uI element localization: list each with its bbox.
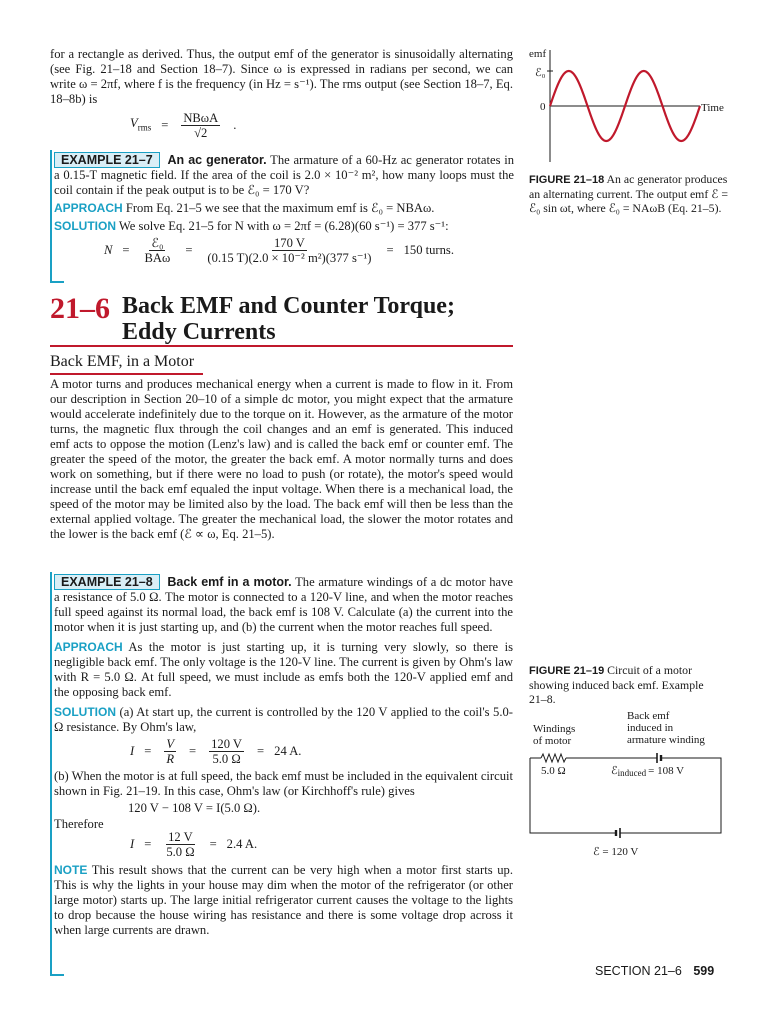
approach-label: APPROACH (54, 640, 123, 654)
solution-text: We solve Eq. 21–5 for N with ω = 2πf = (6.28)(60 s⁻¹) = 377 s⁻¹: (118, 219, 449, 233)
eqc-lhs: I (130, 837, 135, 851)
eq-frac2-den: (0.15 T)(2.0 × 10⁻² m²)(377 s⁻¹) (207, 251, 372, 265)
eqa-frac2-num: 120 V (211, 737, 243, 751)
vrms-denominator: √2 (194, 126, 208, 140)
solution-a-text: (a) At start up, the current is controlled by the 120 V applied to the coil's 5.0-Ω resistance. By Ohm's law, (54, 705, 513, 734)
equation-c: I = $\frac{12 V}{5.0 \Omega}$ = 2.4 A. (130, 830, 258, 859)
figure-21-19-circuit (525, 705, 725, 860)
therefore-text: Therefore (54, 817, 104, 831)
graph-x-axis-label: Time (701, 102, 724, 114)
eqa-frac2-den: 5.0 Ω (212, 752, 241, 766)
example-21-7-bar (50, 150, 52, 282)
example-21-7-title: An ac generator. (167, 153, 267, 167)
eq-frac2-num: 170 V (274, 236, 305, 250)
figure-21-18-caption-text: An ac generator produces an alternating current. The output emf ℰ = ℰ₀ sin ωt, where ℰ₀ = NAωB (Eq. 21–5). (529, 172, 728, 215)
approach-label: APPROACH (54, 201, 123, 215)
graph-y-tick-top: ℰ₀ (535, 67, 546, 79)
eq-frac1-den: BAω (144, 251, 171, 265)
example-21-7-solution (54, 219, 514, 234)
example-21-8-body: The armature windings of a dc motor have a resistance of 5.0 Ω. The motor is connected to a 120-V line, and when the motor reaches full speed against its normal load, the back emf is 108 V. Calculate (a) the current into the motor when it is just starting up, and (b) the current when the motor reaches full speed. (54, 575, 513, 634)
solution-label: SOLUTION (54, 705, 116, 719)
example-21-7-tag: EXAMPLE 21–7 (54, 152, 160, 168)
windings-label-1: Windings (533, 723, 576, 735)
example-21-8 (54, 574, 513, 938)
induced-value: = 108 V (648, 765, 685, 777)
figure-21-19-caption (529, 663, 724, 706)
eqa-frac1-den: R (166, 752, 175, 766)
eq-result: 150 turns. (403, 243, 454, 257)
subheading: Back EMF, in a Motor (50, 353, 195, 370)
vrms-sub: rms (137, 122, 152, 133)
eq-frac1-num: ℰ₀ (151, 236, 164, 250)
vrms-equation: $V_{rms}$ = $\frac{\text{NBωA}}{√2}$ . (130, 111, 237, 140)
section-title-line1: Back EMF and Counter Torque; (122, 293, 455, 319)
example-21-8-approach (54, 640, 513, 700)
approach-text: As the motor is just starting up, it is turning very slowly, so there is negligible back emf. The only voltage is the 120-V line. The current is given by Ohm's law with R = 5.0 Ω. At full speed, we must include as emfs both the 120-V applied emf and the opposing back emf. (54, 640, 513, 699)
section-heading (50, 293, 513, 345)
example-21-8-solution-b: (b) When the motor is at full speed, the back emf must be included in the equivalent circuit shown in Fig. 21–19. In this case, Ohm's law (or Kirchhoff's rule) gives (54, 769, 513, 798)
section-rule (50, 345, 513, 347)
example-21-8-note (54, 863, 513, 938)
example-21-7-approach (54, 201, 514, 216)
vrms-numerator: NBωA (183, 111, 219, 125)
eqc-num: 12 V (168, 830, 193, 844)
figure-21-18-graph (525, 40, 745, 165)
eqc-den: 5.0 Ω (166, 845, 195, 859)
intro-paragraph: for a rectangle as derived. Thus, the output emf of the generator is sinusoidally alternating (see Fig. 21–18 and Section 18–7). Since ω is expressed in radians per second, we can write ω = 2πf, where f is the frequency (in Hz = s⁻¹). The rms output (see Section 18–7, Eq. 18–8b) is (50, 47, 513, 106)
equation-b: 120 V − 108 V = I(5.0 Ω). (128, 801, 261, 815)
footer (595, 964, 714, 979)
eqc-result: 2.4 A. (226, 837, 258, 851)
induced-symbol: ℰ (611, 765, 618, 777)
example-21-7-statement (54, 152, 514, 198)
eqa-frac1-num: V (166, 737, 175, 751)
induced-emf-label (611, 765, 684, 778)
source-emf-label: ℰ = 120 V (593, 846, 639, 858)
induced-sub: induced (617, 768, 647, 778)
figure-21-19-caption-text: Circuit of a motor showing induced back emf. Example 21–8. (529, 663, 704, 706)
back-emf-label-2: induced in (627, 722, 674, 734)
example-21-7-equation: N = $\frac{\text{ℰ₀}}{\text{BAω}}$ = $\frac{170 V}{\text{(0.15 T)(2.0 × 10⁻² m²)(377 s⁻¹)}}$ = 150 turns. (104, 236, 454, 265)
footer-section-label: SECTION 21–6 (595, 964, 682, 978)
note-text: This result shows that the current can be very high when a motor first starts up. This is why the lights in your house may dim when the motor of the refrigerator (or other large motor) starts up. The large initial refrigerator current causes the voltage to the lights to drop because the house wiring has resistance and there is some voltage drop across it when large currents are drawn. (54, 863, 513, 937)
example-21-8-tag: EXAMPLE 21–8 (54, 574, 160, 590)
example-21-7-bar-foot (50, 281, 64, 283)
example-21-8-statement (54, 574, 513, 635)
example-21-8-solution-a (54, 705, 513, 735)
eqa-lhs: I (130, 744, 135, 758)
back-emf-label-1: Back emf (627, 710, 670, 722)
windings-label-2: of motor (533, 735, 572, 747)
figure-21-18-label: FIGURE 21–18 (529, 174, 605, 186)
page-number: 599 (693, 964, 715, 978)
eq-lhs: N (104, 243, 113, 257)
graph-y-tick-zero: 0 (540, 101, 546, 113)
graph-y-axis-label: emf (529, 48, 547, 60)
section-number: 21–6 (50, 292, 110, 325)
example-21-7 (54, 152, 514, 265)
example-21-8-bar (50, 572, 52, 975)
back-emf-label-3: armature winding (627, 734, 705, 746)
eqa-result: 24 A. (274, 744, 302, 758)
section-title-line2: Eddy Currents (122, 319, 276, 345)
vrms-lhs: V (130, 115, 138, 130)
subheading-underline (50, 373, 203, 375)
figure-21-19-label: FIGURE 21–19 (529, 665, 605, 677)
example-21-8-title: Back emf in a motor. (167, 575, 292, 589)
resistor-symbol (541, 754, 566, 762)
example-21-8-bar-foot (50, 974, 64, 976)
approach-text: From Eq. 21–5 we see that the maximum emf is ℰ₀ = NBAω. (125, 201, 435, 215)
solution-label: SOLUTION (54, 219, 116, 233)
note-label: NOTE (54, 863, 88, 877)
figure-21-18-caption (529, 172, 729, 215)
equation-a: I = $\frac{V}{R}$ = $\frac{120 V}{5.0 \Omega}$ = 24 A. (130, 737, 302, 766)
resistor-value: 5.0 Ω (541, 765, 566, 777)
section-paragraph: A motor turns and produces mechanical energy when a current is made to flow in it. From our description in Section 20–10 of a simple dc motor, you might expect that the armature would accelerate indefinitely due to the torque on it. However, as the armature of the motor turns, the magnetic flux through the coil changes and an emf is generated. This induced emf acts to oppose the motion (Lenz's law) and is called the back emf or counter emf. The greater the speed of the motor, the greater the back emf. A motor normally turns and does work on something, but if there were no load to push (or rotate), the motor's speed would increase until the back emf equaled the input voltage. When there is a mechanical load, the speed of the motor may be limited also by the load. The back emf will then be less than the external applied voltage. The greater the mechanical load, the slower the motor rotates and the lower is the back emf (ℰ ∝ ω, Eq. 21–5). (50, 377, 513, 541)
example-21-7-body: The armature of a 60-Hz ac generator rotates in a 0.15-T magnetic field. If the area of the coil is 2.0 × 10⁻² m², how many loops must the coil contain if the peak output is to be ℰ₀ = 170 V? (54, 153, 515, 197)
